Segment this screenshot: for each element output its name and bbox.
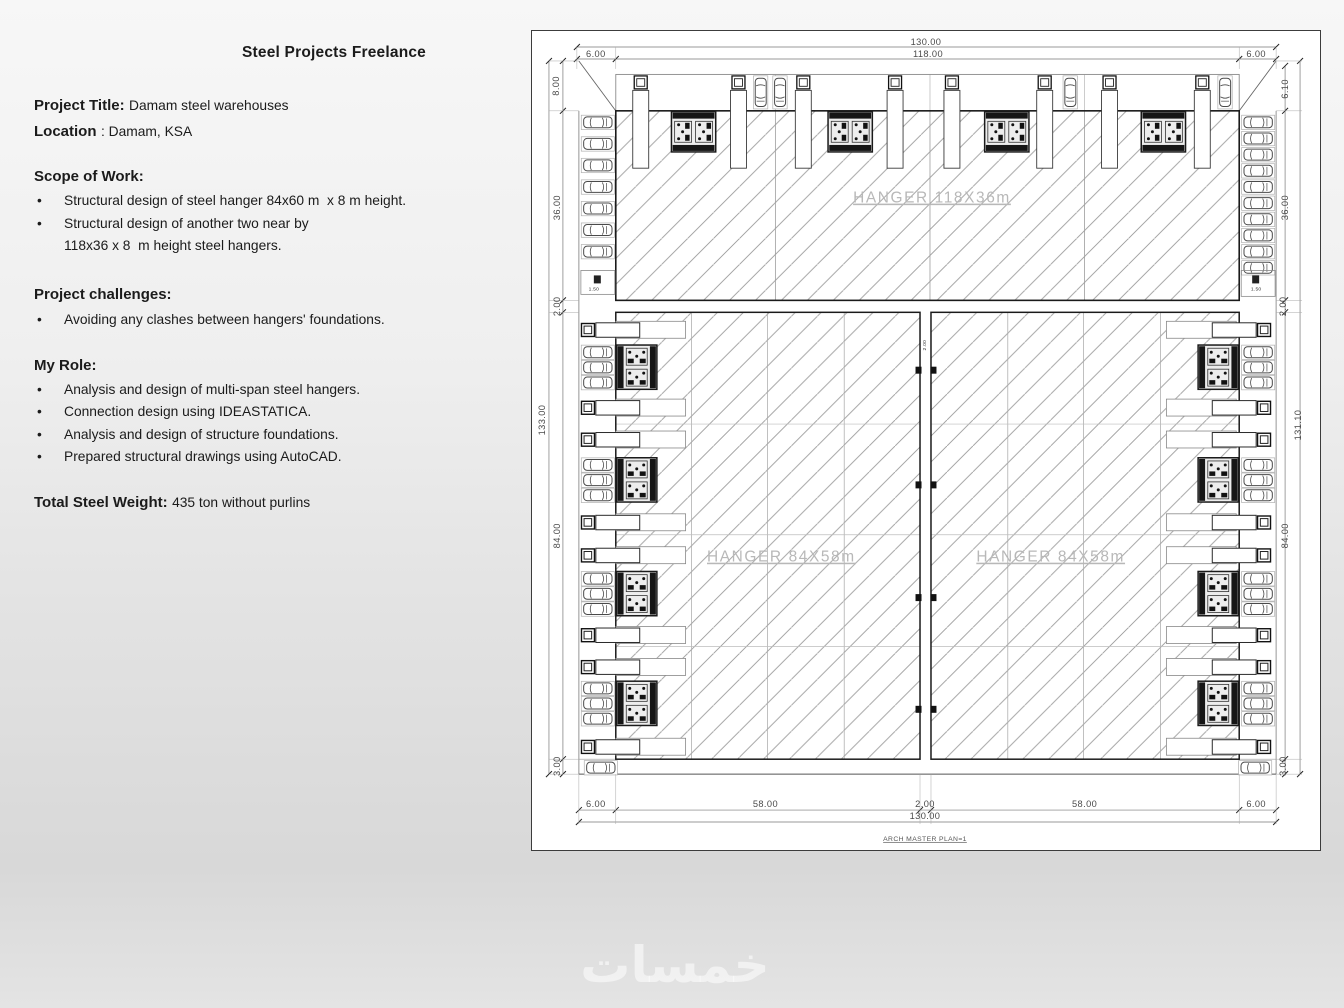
parked-car — [1242, 244, 1275, 258]
loading-dock — [1198, 681, 1238, 725]
small-dimension-label: 1.50 — [1250, 286, 1262, 293]
truck-bay — [633, 90, 649, 168]
parked-car — [773, 76, 787, 109]
cad-drawing-sheet — [531, 30, 1321, 851]
parked-car — [1242, 131, 1275, 145]
dimension-label: 133.00 — [536, 404, 547, 436]
truck-bay — [1102, 90, 1118, 168]
dimension-label: 130.00 — [910, 37, 942, 48]
truck-bay — [730, 90, 746, 168]
plan-rect — [891, 79, 899, 87]
plan-rect — [948, 79, 956, 87]
parked-car — [1242, 360, 1275, 374]
dock-truck — [1212, 628, 1270, 642]
truck-bay — [944, 90, 960, 168]
parked-car — [581, 360, 614, 374]
role-list — [34, 379, 514, 468]
dimension-label: 6.00 — [586, 799, 606, 810]
watermark-text: خمسات — [580, 936, 770, 994]
parked-car — [1242, 261, 1275, 275]
bullet-spacer — [34, 235, 64, 258]
parking-strip-top — [616, 74, 1239, 110]
parked-car — [581, 137, 614, 151]
loading-dock — [617, 458, 657, 502]
dock-truck — [581, 548, 639, 562]
challenges-heading: Project challenges: — [34, 286, 172, 303]
role-item: Analysis and design of structure foundations. — [64, 426, 339, 442]
scope-list — [34, 190, 514, 258]
list-item — [34, 446, 514, 468]
parked-car — [1242, 572, 1275, 586]
plan-rect — [1198, 79, 1206, 87]
loading-dock — [617, 571, 657, 615]
loading-dock — [1198, 345, 1238, 389]
dock-truck — [1212, 548, 1270, 562]
ramp-mark — [1252, 275, 1259, 283]
parked-car — [1242, 681, 1275, 695]
project-info — [34, 93, 504, 145]
scope-item: Structural design of another two near by — [64, 215, 309, 231]
parked-car — [753, 76, 767, 109]
role-item: Connection design using IDEASTATICA. — [64, 404, 312, 420]
dock-truck — [1212, 433, 1270, 447]
parked-car — [581, 375, 614, 389]
bullet-icon: • — [37, 426, 42, 442]
parked-car — [1242, 196, 1275, 210]
hanger-area-84x58-right — [931, 312, 1239, 759]
bullet-icon: • — [37, 404, 42, 420]
project-summary-panel — [0, 0, 530, 600]
dimension-label: 84.00 — [1280, 523, 1291, 549]
truck-bay — [1194, 90, 1210, 168]
parked-car — [584, 761, 617, 775]
parked-car — [1242, 228, 1275, 242]
challenge-item: Avoiding any clashes between hangers' foundations. — [64, 312, 385, 327]
parked-car — [581, 696, 614, 710]
parked-car — [581, 602, 614, 616]
parked-car — [581, 473, 614, 487]
dimension-label: 2.00 — [915, 799, 935, 810]
project-title-line — [34, 93, 504, 119]
dimension-label: 131.10 — [1293, 409, 1304, 441]
parked-car — [1242, 148, 1275, 162]
parked-car — [1242, 587, 1275, 601]
dock-truck — [1212, 660, 1270, 674]
dimension-label: 58.00 — [1072, 799, 1098, 810]
hanger-label: HANGER 118X36m — [853, 189, 1011, 207]
parked-car — [581, 488, 614, 502]
plan-rect — [916, 706, 922, 713]
parked-car — [1242, 345, 1275, 359]
corner-diagonal — [1239, 61, 1276, 111]
parked-car — [581, 587, 614, 601]
parked-car — [1242, 375, 1275, 389]
dimension-label: 6.10 — [1280, 79, 1291, 99]
loading-dock — [1198, 571, 1238, 615]
dock-truck — [1212, 740, 1270, 754]
dock-truck — [581, 628, 639, 642]
dimension-label: 6.00 — [586, 48, 606, 59]
dimension-label: 6.00 — [1246, 799, 1266, 810]
project-title-value: Damam steel warehouses — [129, 98, 289, 113]
parked-car — [1218, 76, 1232, 109]
parked-car — [581, 223, 614, 237]
plan-rect — [930, 481, 936, 488]
list-item — [34, 401, 514, 423]
dimension-label: 84.00 — [551, 523, 562, 549]
dock-truck — [1212, 401, 1270, 415]
plan-rect — [916, 367, 922, 374]
parked-car — [581, 572, 614, 586]
parked-car — [1242, 712, 1275, 726]
parked-car — [1242, 473, 1275, 487]
parked-car — [581, 180, 614, 194]
list-item — [34, 235, 514, 258]
location-line — [34, 119, 504, 145]
parked-car — [581, 115, 614, 129]
parked-car — [581, 158, 614, 172]
dimension-label: 2.00 — [551, 296, 562, 317]
ramp-mark — [594, 275, 601, 283]
parked-car — [581, 458, 614, 472]
bullet-icon: • — [37, 448, 42, 464]
loading-dock — [828, 112, 872, 152]
location-label: Location — [34, 123, 97, 140]
corner-diagonal — [579, 61, 616, 111]
parked-car — [1242, 602, 1275, 616]
scope-heading: Scope of Work: — [34, 168, 144, 185]
slide-title: Steel Projects Freelance — [242, 44, 427, 61]
loading-dock — [617, 681, 657, 725]
loading-dock — [1141, 112, 1185, 152]
parked-car — [1242, 488, 1275, 502]
hanger-label: HANGER 84X58m — [707, 548, 856, 566]
parked-car — [581, 681, 614, 695]
bullet-icon: • — [37, 382, 42, 397]
list-item — [34, 309, 514, 332]
parked-car — [581, 345, 614, 359]
parked-car — [581, 712, 614, 726]
parked-car — [1242, 458, 1275, 472]
dimension-label: 3.00 — [1278, 756, 1289, 776]
plan-rect — [930, 367, 936, 374]
list-item — [34, 213, 514, 236]
truck-bay — [795, 90, 811, 168]
scope-item: Structural design of steel hanger 84x60 m x 8 m height. — [64, 193, 407, 208]
plan-rect — [916, 594, 922, 601]
dock-truck — [581, 515, 639, 529]
plan-rect — [1106, 79, 1114, 87]
parked-car — [1242, 696, 1275, 710]
plan-rect — [916, 481, 922, 488]
loading-dock — [1198, 458, 1238, 502]
weight-label: Total Steel Weight: — [34, 494, 168, 511]
small-dimension-label: 2.00 — [922, 340, 928, 351]
weight-value: 435 ton without purlins — [172, 495, 311, 510]
parked-car — [1063, 76, 1077, 109]
bullet-icon: • — [37, 193, 42, 208]
plan-rect — [799, 79, 807, 87]
bullet-icon: • — [37, 312, 42, 327]
dock-truck — [581, 401, 639, 415]
dimension-label: 118.00 — [912, 48, 944, 59]
small-dimension-label: 1.50 — [588, 286, 600, 293]
dock-truck — [581, 433, 639, 447]
dock-truck — [581, 323, 639, 337]
truck-bay — [887, 90, 903, 168]
parked-car — [1242, 180, 1275, 194]
hanger-label: HANGER 84X58m — [976, 548, 1126, 566]
scope-item: 118x36 x 8 m height steel hangers. — [64, 238, 282, 253]
list-item — [34, 424, 514, 446]
parked-car — [1242, 212, 1275, 226]
loading-dock — [671, 112, 715, 152]
dimension-label: 130.00 — [909, 811, 941, 822]
dimension-label: 36.00 — [551, 194, 562, 221]
location-value: : Damam, KSA — [100, 124, 193, 139]
dimension-label: 8.00 — [550, 76, 561, 96]
dock-truck — [1212, 323, 1270, 337]
plan-rect — [734, 79, 742, 87]
dock-truck — [581, 740, 639, 754]
loading-dock — [617, 345, 657, 389]
dimension-label: 58.00 — [752, 799, 779, 810]
challenges-list — [34, 309, 514, 332]
parked-car — [1242, 115, 1275, 129]
bullet-icon: • — [37, 215, 42, 231]
total-weight-line — [34, 494, 514, 512]
dock-truck — [1212, 515, 1270, 529]
role-item: Prepared structural drawings using AutoCAD. — [64, 448, 342, 464]
dimension-label: 6.00 — [1246, 48, 1266, 59]
plan-rect — [930, 706, 936, 713]
dimension-label: 36.00 — [1280, 194, 1291, 221]
dimension-label: 2.00 — [1278, 296, 1289, 317]
plan-rect — [1041, 79, 1049, 87]
dimension-label: 3.00 — [551, 756, 562, 776]
parked-car — [1242, 164, 1275, 178]
list-item — [34, 379, 514, 401]
parked-car — [581, 244, 614, 258]
plan-rect — [637, 79, 645, 87]
plan-rect — [930, 594, 936, 601]
project-title-label: Project Title: — [34, 97, 125, 114]
master-plan-drawing — [532, 31, 1320, 850]
plan-title: ARCH MASTER PLAN=1 — [883, 835, 967, 843]
parked-car — [581, 201, 614, 215]
role-item: Analysis and design of multi-span steel hangers. — [64, 382, 361, 397]
truck-bay — [1037, 90, 1053, 168]
parked-car — [1239, 761, 1272, 775]
hanger-area-84x58-left — [616, 312, 920, 759]
list-item — [34, 190, 514, 213]
role-heading: My Role: — [34, 357, 97, 374]
loading-dock — [985, 112, 1029, 152]
dock-truck — [581, 660, 639, 674]
